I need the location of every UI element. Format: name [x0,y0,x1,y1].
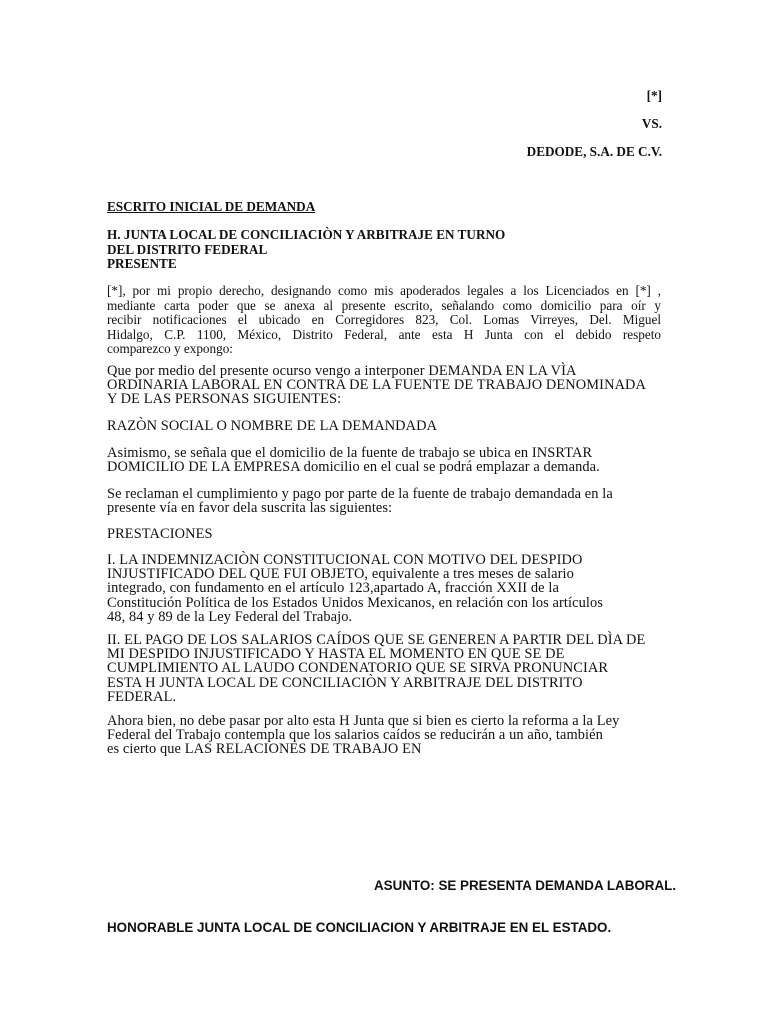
text-line: DOMICILIO DE LA EMPRESA domicilio en el cual se podrá emplazar a demanda. [107,459,600,476]
text-line: 48, 84 y 89 de la Ley Federal del Trabajo. [107,608,353,625]
asunto-line: ASUNTO: SE PRESENTA DEMANDA LABORAL. [374,878,677,893]
text-line: Ahora bien, no debe pasar por alto esta H Junta que si bien es cierto la reforma a la Ley [107,713,620,729]
text-line: integrado, con fundamento en el artículo 123,apartado A, fracción XXII de la [107,580,559,597]
text-line: Constitución Política de los Estados Unidos Mexicanos, en relación con los artículos [107,594,604,611]
prestacion-item-1 [107,553,603,624]
header-company: DEDODE, S.A. DE C.V. [526,144,662,159]
text-line: Hidalgo, C.P. 1100, México, Distrito Federal, ante esta H Junta con el debido respeto [107,326,661,342]
text-line: FEDERAL. [107,688,177,705]
text-line: II. EL PAGO DE LOS SALARIOS CAÍDOS QUE SE GENEREN A PARTIR DEL DÌA DE [107,632,646,648]
text-line: mediante carta poder que se anexa al presente escrito, señalando como domicilio para oír y [107,297,661,313]
paragraph-reclamos [107,487,613,515]
text-line: I. LA INDEMNIZACIÒN CONSTITUCIONAL CON MOTIVO DEL DESPIDO [107,552,583,568]
prestacion-item-2 [107,633,645,704]
text-line: recibir notificaciones el ubicado en Corregidores 823, Col. Lomas Virreyes, Del. Miguel [107,312,661,328]
text-line: CUMPLIMIENTO AL LAUDO CONDENATORIO QUE SE SIRVA PRONUNCIAR [107,660,609,677]
text-line: MI DESPIDO INJUSTIFICADO Y HASTA EL MOMENTO EN QUE SE DE [107,646,565,663]
text-line: Se reclaman el cumplimiento y pago por parte de la fuente de trabajo demandada en la [107,486,613,502]
header-vs: VS. [641,116,662,131]
header-placeholder: [*] [646,88,662,103]
paragraph-demanda [107,364,646,407]
addressee-block [107,228,505,272]
text-line: INJUSTIFICADO DEL QUE FUI OBJETO, equivalente a tres meses de salario [107,566,574,583]
text-line: ESTA H JUNTA LOCAL DE CONCILIACIÒN Y ARBITRAJE DEL DISTRITO [107,674,583,691]
addressee-line: DEL DISTRITO FEDERAL [107,241,268,257]
addressee-line: H. JUNTA LOCAL DE CONCILIACIÒN Y ARBITRAJE EN TURNO [107,227,506,242]
honorable-line: HONORABLE JUNTA LOCAL DE CONCILIACION Y ARBITRAJE EN EL ESTADO. [107,920,612,935]
text-line: Asimismo, se señala que el domicilio de la fuente de trabajo se ubica en INSRTAR [107,445,593,461]
paragraph-reforma [107,714,619,757]
document-title: ESCRITO INICIAL DE DEMANDA [107,199,316,214]
text-line: Y DE LAS PERSONAS SIGUIENTES: [107,391,342,408]
text-line: [*], por mi propio derecho, designando como mis apoderados legales a los Licenciados en [*] , [107,283,661,298]
razon-social: RAZÒN SOCIAL O NOMBRE DE LA DEMANDADA [107,418,438,434]
text-line: ORDINARIA LABORAL EN CONTRA DE LA FUENTE DE TRABAJO DENOMINADA [107,377,647,394]
text-line: Que por medio del presente ocurso vengo a interponer DEMANDA EN LA VÌA [107,363,577,379]
prestaciones-heading: PRESTACIONES [107,526,213,542]
intro-paragraph [107,284,661,357]
text-line: comparezco y expongo: [107,341,233,357]
text-line: presente vía en favor dela suscrita las siguientes: [107,500,393,517]
addressee-line: PRESENTE [107,256,177,272]
text-line: es cierto que LAS RELACIONES DE TRABAJO EN [107,741,422,758]
text-line: Federal del Trabajo contempla que los salarios caídos se reducirán a un año, también [107,727,603,744]
paragraph-domicilio [107,446,600,474]
